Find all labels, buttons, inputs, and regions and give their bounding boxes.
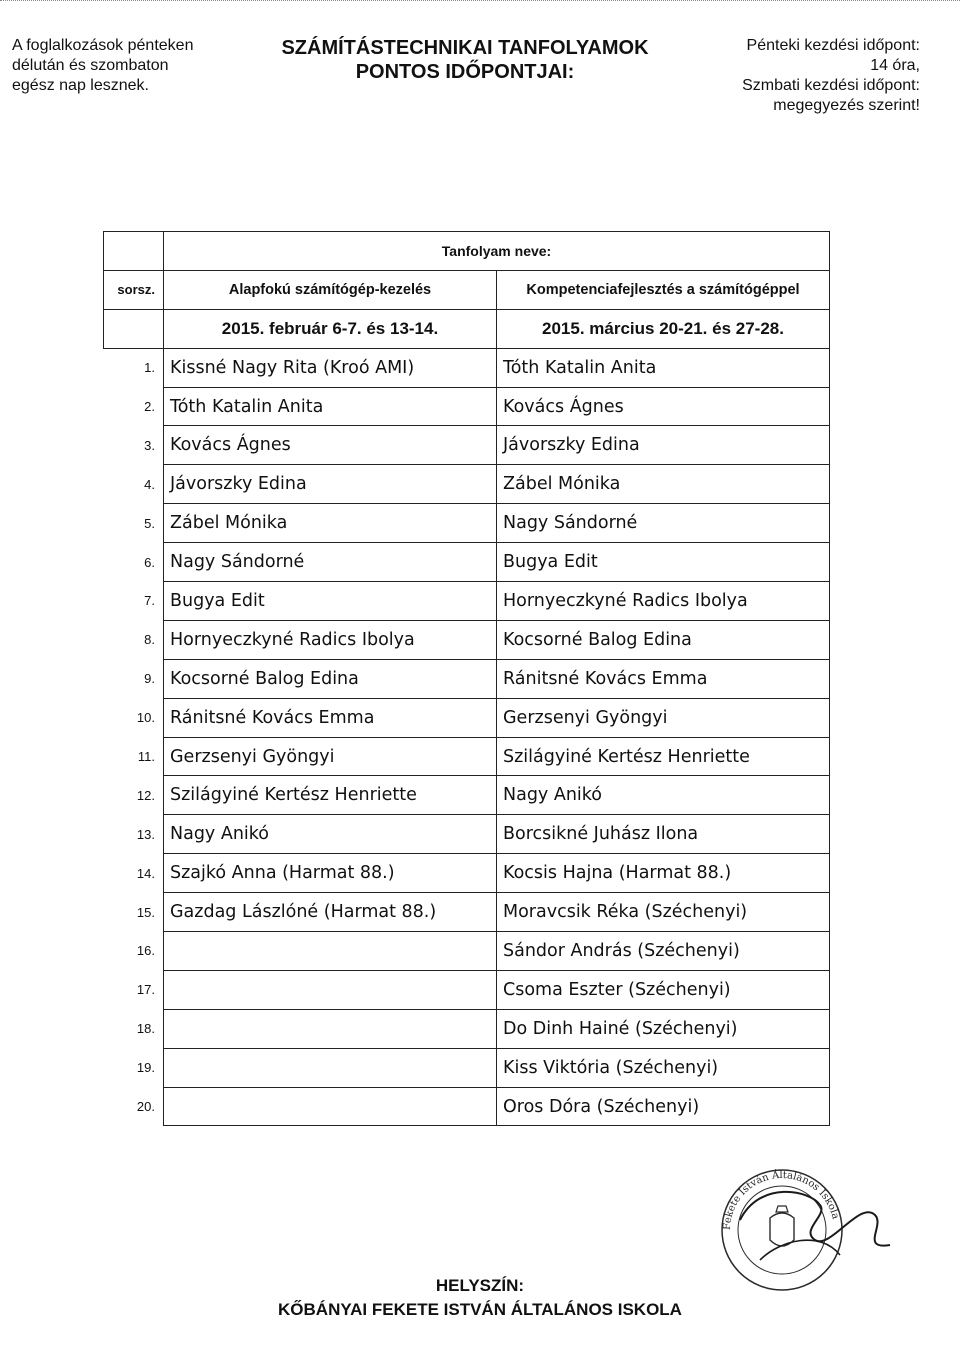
course1-participant [164,1009,497,1048]
table-row [104,893,830,932]
crown-icon [776,1206,788,1212]
table-row [104,504,830,543]
row-number: 6. [104,543,164,582]
course2-participant: Szilágyiné Kertész Henriette [497,737,830,776]
signature-icon [740,1192,890,1246]
table-row [104,348,830,387]
start-time-line: 14 óra, [870,57,920,74]
signature-flourish-icon [760,1240,840,1260]
course1-participant: Kovács Ágnes [164,426,497,465]
row-number: 16. [104,932,164,971]
row-number: 3. [104,426,164,465]
start-time-line: Szmbati kezdési időpont: [742,77,920,94]
course1-participant: Kissné Nagy Rita (Kroó AMI) [164,348,497,387]
table-row [104,387,830,426]
row-number: 20. [104,1087,164,1126]
course1-participant: Nagy Sándorné [164,543,497,582]
row-number: 12. [104,776,164,815]
document-title-line: PONTOS IDŐPONTJAI: [355,61,575,83]
course1-participant [164,970,497,1009]
row-number: 17. [104,970,164,1009]
course1-participant: Bugya Edit [164,582,497,621]
table-row [104,1087,830,1126]
row-number: 11. [104,737,164,776]
row-number: 2. [104,387,164,426]
venue-label: HELYSZÍN: [435,1276,525,1295]
course2-participant: Ránitsné Kovács Emma [497,659,830,698]
row-number: 15. [104,893,164,932]
course1-participant: Tóth Katalin Anita [164,387,497,426]
course2-participant: Gerzsenyi Gyöngyi [497,698,830,737]
course2-participant: Kiss Viktória (Széchenyi) [497,1048,830,1087]
row-number: 10. [104,698,164,737]
course1-participant: Kocsorné Balog Edina [164,659,497,698]
course2-participant: Moravcsik Réka (Széchenyi) [497,893,830,932]
course2-participant: Jávorszky Edina [497,426,830,465]
course2-title: Kompetenciafejlesztés a számítógéppel [497,270,830,309]
start-time-note [620,36,920,116]
course1-participant: Gerzsenyi Gyöngyi [164,737,497,776]
course2-participant: Sándor András (Széchenyi) [497,932,830,971]
table-row [104,776,830,815]
course2-participant: Zábel Mónika [497,465,830,504]
header-spacer [104,232,164,271]
row-number: 19. [104,1048,164,1087]
row-number: 1. [104,348,164,387]
table-row [104,815,830,854]
course2-participant: Nagy Sándorné [497,504,830,543]
table-row [104,582,830,621]
table-row [104,1048,830,1087]
course-title-row [104,270,830,309]
course1-participant: Nagy Anikó [164,815,497,854]
row-number: 7. [104,582,164,621]
course2-participant: Do Dinh Hainé (Széchenyi) [497,1009,830,1048]
venue-name: KŐBÁNYAI FEKETE ISTVÁN ÁLTALÁNOS ISKOLA [278,1300,682,1319]
course2-participant: Csoma Eszter (Széchenyi) [497,970,830,1009]
coat-of-arms-icon [770,1213,794,1246]
course-name-header-row [104,232,830,271]
course1-title: Alapfokú számítógép-kezelés [164,270,497,309]
course2-participant: Hornyeczkyné Radics Ibolya [497,582,830,621]
schedule-note [12,36,272,96]
document-title-line: SZÁMÍTÁSTECHNIKAI TANFOLYAMOK [281,37,649,59]
table-row [104,465,830,504]
table-row [104,970,830,1009]
row-number: 13. [104,815,164,854]
course1-participant: Hornyeczkyné Radics Ibolya [164,620,497,659]
index-header: sorsz. [104,270,164,309]
course2-participant: Kovács Ágnes [497,387,830,426]
row-number: 4. [104,465,164,504]
row-number: 8. [104,620,164,659]
table-row [104,737,830,776]
dates-spacer [104,309,164,348]
course2-participant: Borcsikné Juhász Ilona [497,815,830,854]
start-time-line: megegyezés szerint! [773,97,920,114]
row-number: 18. [104,1009,164,1048]
course2-participant: Tóth Katalin Anita [497,348,830,387]
schedule-note-line: egész nap lesznek. [12,77,149,94]
course1-dates: 2015. február 6-7. és 13-14. [164,309,497,348]
table-row [104,932,830,971]
document-title [270,36,660,84]
school-stamp-and-signature [700,1160,900,1300]
course-dates-row [104,309,830,348]
row-number: 9. [104,659,164,698]
table-row [104,620,830,659]
schedule-note-line: délután és szombaton [12,57,169,74]
course1-participant [164,932,497,971]
table-row [104,543,830,582]
start-time-line: Pénteki kezdési időpont: [746,37,920,54]
course2-participant: Kocsorné Balog Edina [497,620,830,659]
course2-participant: Kocsis Hajna (Harmat 88.) [497,854,830,893]
participants-table [103,231,830,1126]
course1-participant: Szilágyiné Kertész Henriette [164,776,497,815]
course1-participant [164,1087,497,1126]
course1-participant: Ránitsné Kovács Emma [164,698,497,737]
scan-top-edge [0,0,960,2]
course2-participant: Oros Dóra (Széchenyi) [497,1087,830,1126]
course1-participant: Szajkó Anna (Harmat 88.) [164,854,497,893]
row-number: 14. [104,854,164,893]
row-number: 5. [104,504,164,543]
course1-participant: Zábel Mónika [164,504,497,543]
course2-participant: Bugya Edit [497,543,830,582]
stamp-ring-text: Fekete István Általános Iskola [721,1169,841,1231]
course-name-header: Tanfolyam neve: [164,232,830,271]
course1-participant: Jávorszky Edina [164,465,497,504]
course1-participant: Gazdag Lászlóné (Harmat 88.) [164,893,497,932]
table-row [104,659,830,698]
course2-participant: Nagy Anikó [497,776,830,815]
table-row [104,698,830,737]
course1-participant [164,1048,497,1087]
table-row [104,1009,830,1048]
table-row [104,854,830,893]
table-row [104,426,830,465]
schedule-note-line: A foglalkozások pénteken [12,37,194,54]
course2-dates: 2015. március 20-21. és 27-28. [497,309,830,348]
